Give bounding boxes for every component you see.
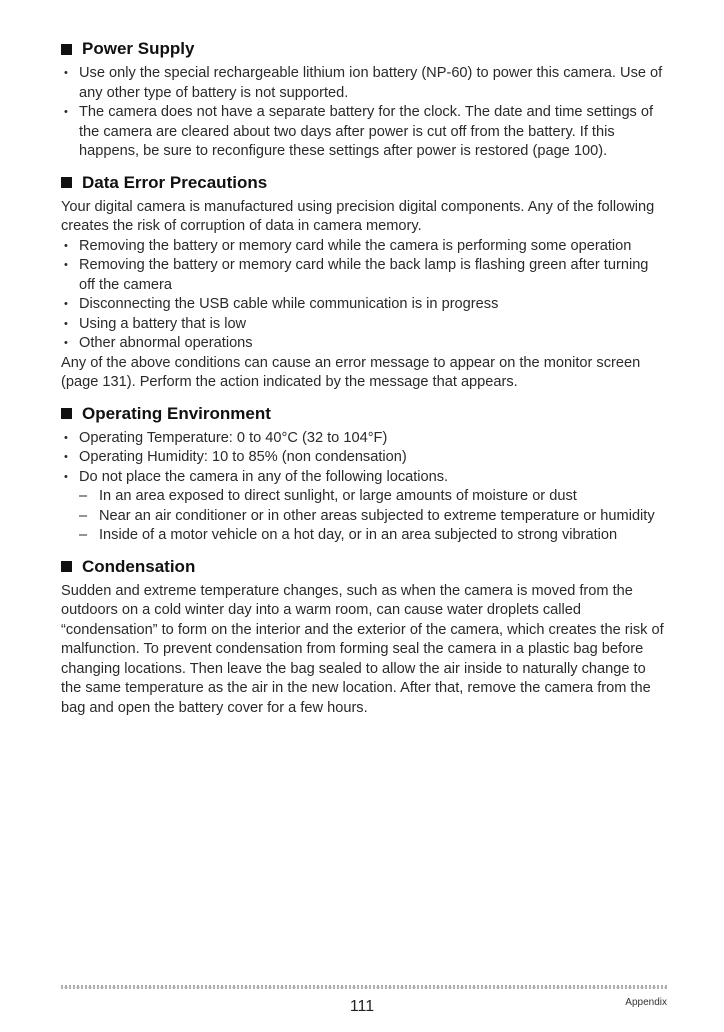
square-bullet-icon [61,561,72,572]
heading-text: Power Supply [82,39,195,58]
bullet-list [61,237,667,354]
list-item: • The camera does not have a separate battery for the clock. The date and time settings of the camera are cleared about two days after power is cut off from the battery. If this happens, be sure to reconfigure these settings after power is restored (page 100). [61,103,667,162]
sub-list-item: – Near an air conditioner or in other areas subjected to extreme temperature or humidity [61,507,667,527]
sub-list [61,487,667,546]
section-operating-environment [61,403,667,546]
heading-text: Condensation [82,556,196,576]
body-paragraph: Sudden and extreme temperature changes, such as when the camera is moved from the outdoors on a cold winter day into a warm room, can cause water droplets called “condensation” to form on the interior and the exterior of the camera, which creates the risk of malfunction. To prevent condensation from forming seal the camera in a plastic bag before changing locations. Then leave the bag sealed to allow the air inside to naturally change to the same temperature as the air in the new location. After that, remove the camera from the bag and open the battery cover for a few hours. [61,582,664,716]
sub-list-item: – In an area exposed to direct sunlight, or large amounts of moisture or dust [61,487,667,507]
page-number: 111 [349,998,375,1015]
bullet-list [61,64,667,162]
square-bullet-icon [61,177,72,188]
footer-divider [61,985,667,989]
sub-list-item: – Inside of a motor vehicle on a hot day, or in an area subjected to strong vibration [61,526,667,546]
footer-section-label: Appendix [625,997,667,1008]
heading-text: Operating Environment [82,403,271,423]
section-heading [61,172,667,194]
section-data-error-precautions [61,172,667,393]
list-item: • Disconnecting the USB cable while communication is in progress [61,295,667,315]
outro-paragraph: Any of the above conditions can cause an error message to appear on the monitor screen (page 131). Perform the action indicated by the message that appears. [61,354,641,390]
bullet-list [61,429,667,488]
list-item: • Using a battery that is low [61,315,667,335]
list-item: • Removing the battery or memory card while the camera is performing some operation [61,237,667,257]
document-page [61,38,667,728]
list-item: • Use only the special rechargeable lithium ion battery (NP-60) to power this camera. Use of any other type of battery is not supported. [61,64,667,103]
section-heading [61,403,667,425]
section-heading [61,38,667,60]
square-bullet-icon [61,44,72,55]
list-item: • Other abnormal operations [61,334,667,354]
section-condensation [61,556,667,719]
heading-text: Data Error Precautions [82,172,268,192]
list-item: • Removing the battery or memory card while the back lamp is flashing green after turning off the camera [61,256,667,295]
intro-paragraph: Your digital camera is manufactured using precision digital components. Any of the following creates the risk of corruption of data in camera memory. [61,198,655,234]
square-bullet-icon [61,408,72,419]
list-item: • Operating Humidity: 10 to 85% (non condensation) [61,448,667,468]
list-item: • Operating Temperature: 0 to 40°C (32 to 104°F) [61,429,667,449]
section-heading [61,556,667,578]
section-power-supply [61,38,667,162]
list-item: • Do not place the camera in any of the following locations. [61,468,667,488]
